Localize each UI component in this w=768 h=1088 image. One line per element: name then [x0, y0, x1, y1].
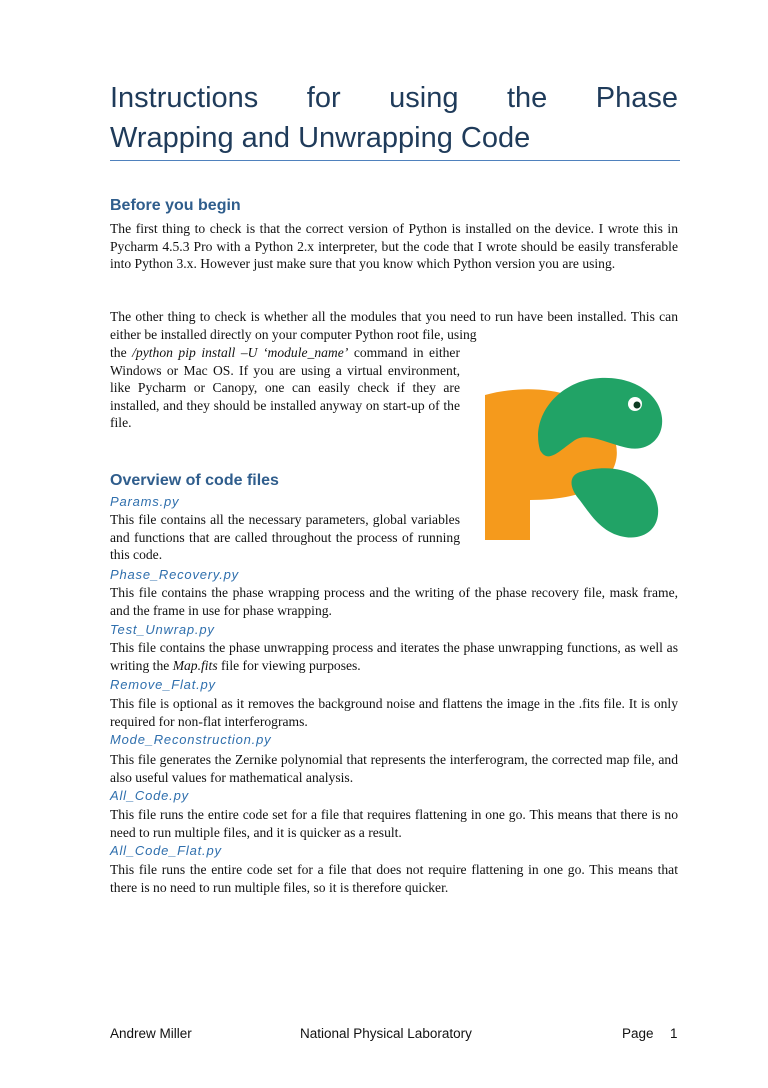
before-paragraph-1: The first thing to check is that the correct version of Python is installed on the device. I wrote this in Pycharm 4.5.3 Pro with a Python 2.x interpreter, but the code that I wrote should be easily transferable into Python 3.x. However just make sure that you know which Python version you are using. — [110, 221, 678, 272]
file-name: Test_Unwrap.py — [110, 622, 215, 637]
footer-author: Andrew Miller — [110, 1026, 192, 1041]
title-divider — [110, 160, 680, 161]
page-title — [110, 78, 678, 158]
title-line-1: Instructions for using the Phase — [110, 82, 678, 114]
file-description: This file contains all the necessary parameters, global variables and functions that are called throughout the process of running this code. — [110, 512, 460, 563]
footer-page-label: Page — [622, 1026, 654, 1041]
file-name: Remove_Flat.py — [110, 677, 216, 692]
before-paragraph-2: The other thing to check is whether all the modules that you need to run have been installed. This can either be installed directly on your computer Python root file, using — [110, 309, 678, 342]
pycharm-logo-icon — [470, 360, 670, 560]
file-description: This file contains the phase wrapping process and the writing of the phase recovery file, mask frame, and the frame in use for phase wrapping. — [110, 585, 678, 618]
title-line-2: Wrapping and Unwrapping Code — [110, 122, 531, 154]
file-name: Mode_Reconstruction.py — [110, 732, 272, 747]
before-paragraph-3: the /python pip install –U ‘module_name’ command in either Windows or Mac OS. If you are using a virtual environment, like Pycharm or Canopy, one can easily check if they are installed, and they should be installed anyway on start-up of the file. — [110, 345, 460, 431]
file-description: This file runs the entire code set for a file that does not require flattening in one go. This means that there is no need to run multiple files, so it is therefore quicker. — [110, 862, 678, 895]
file-name: All_Code_Flat.py — [110, 843, 222, 858]
footer-organization: National Physical Laboratory — [300, 1026, 472, 1041]
pip-command: /python pip install –U ‘module_name’ — [132, 345, 349, 360]
file-name: Phase_Recovery.py — [110, 567, 239, 582]
file-description: This file is optional as it removes the background noise and flattens the image in the .fits file. It is only required for non-flat interferograms. — [110, 696, 678, 729]
file-description: This file generates the Zernike polynomial that represents the interferogram, the corrected map file, and also useful values for mathematical analysis. — [110, 752, 678, 785]
before-heading: Before you begin — [110, 197, 241, 214]
file-name: Params.py — [110, 494, 180, 509]
file-name: All_Code.py — [110, 788, 189, 803]
overview-heading: Overview of code files — [110, 472, 279, 489]
footer-page-number: 1 — [670, 1026, 678, 1041]
file-description: This file contains the phase unwrapping process and iterates the phase unwrapping functions, as well as writing the Map.fits file for viewing purposes. — [110, 640, 678, 673]
file-description: This file runs the entire code set for a file that requires flattening in one go. This means that there is no need to run multiple files, and it is quicker as a result. — [110, 807, 678, 840]
